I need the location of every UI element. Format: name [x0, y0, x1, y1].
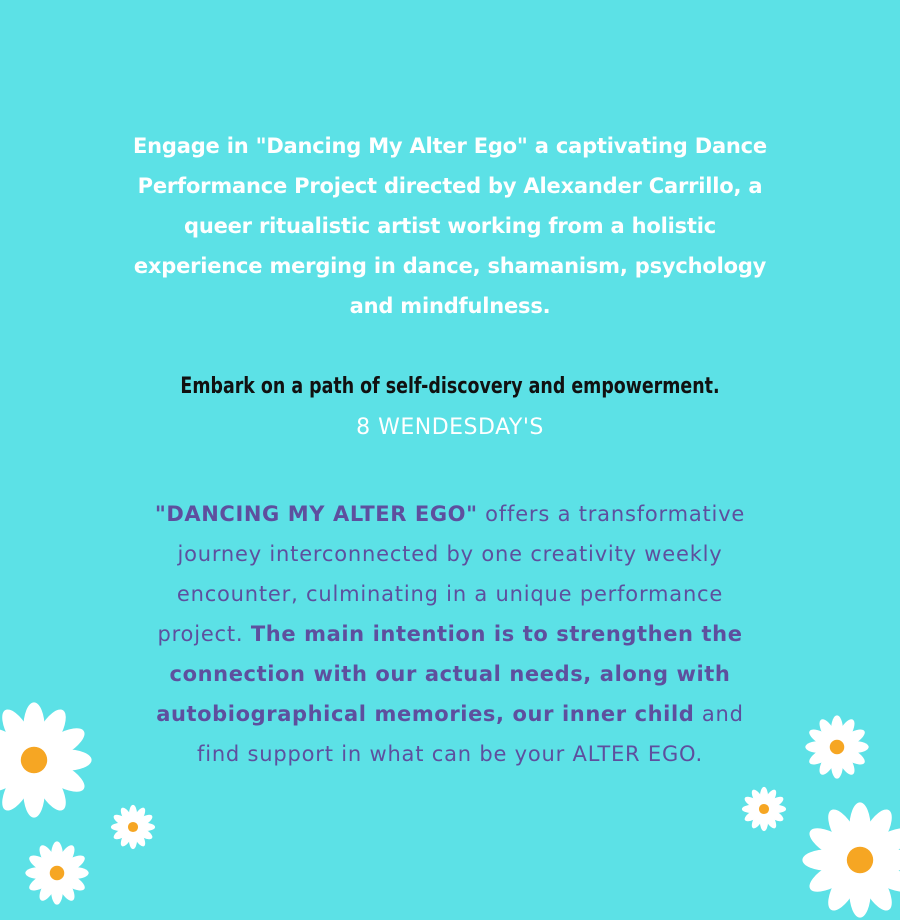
daisy-icon	[110, 804, 156, 850]
description-line-3: encounter, culminating in a unique performance	[176, 582, 724, 606]
intro-line-1: Engage in "Dancing My Alter Ego" a captivating Dance	[133, 134, 767, 158]
tagline: Embark on a path of self-discovery and empowerment.	[180, 374, 720, 399]
description-line-7: find support in what can be your ALTER EGO.	[197, 742, 703, 766]
description-line-4	[0, 614, 900, 654]
project-name: "DANCING MY ALTER EGO"	[154, 502, 478, 526]
intro-line-5: and mindfulness.	[349, 294, 551, 318]
daisy-icon	[0, 700, 94, 820]
description-line-2: journey interconnected by one creativity weekly	[177, 542, 723, 566]
description-line-6	[0, 694, 900, 734]
intention-text: The main intention is to strengthen the	[250, 622, 743, 646]
daisy-icon	[741, 786, 787, 832]
description-text: offers a transformative	[477, 502, 746, 526]
daisy-icon	[24, 840, 90, 906]
intro-paragraph	[0, 126, 900, 326]
description-paragraph	[0, 494, 900, 774]
intro-line-2: Performance Project directed by Alexander Carrillo, a	[137, 174, 763, 198]
sessions-count: 8 WENDESDAY'S	[356, 415, 544, 440]
intro-line-3: queer ritualistic artist working from a holistic	[184, 214, 716, 238]
intro-line-4: experience merging in dance, shamanism, psychology	[133, 254, 767, 278]
daisy-icon	[800, 800, 900, 920]
description-text: and	[694, 702, 744, 726]
description-line-1	[0, 494, 900, 534]
intention-text: autobiographical memories, our inner child	[156, 702, 695, 726]
description-line-5: connection with our actual needs, along with	[169, 662, 731, 686]
daisy-icon	[804, 714, 870, 780]
description-text: project.	[157, 622, 251, 646]
